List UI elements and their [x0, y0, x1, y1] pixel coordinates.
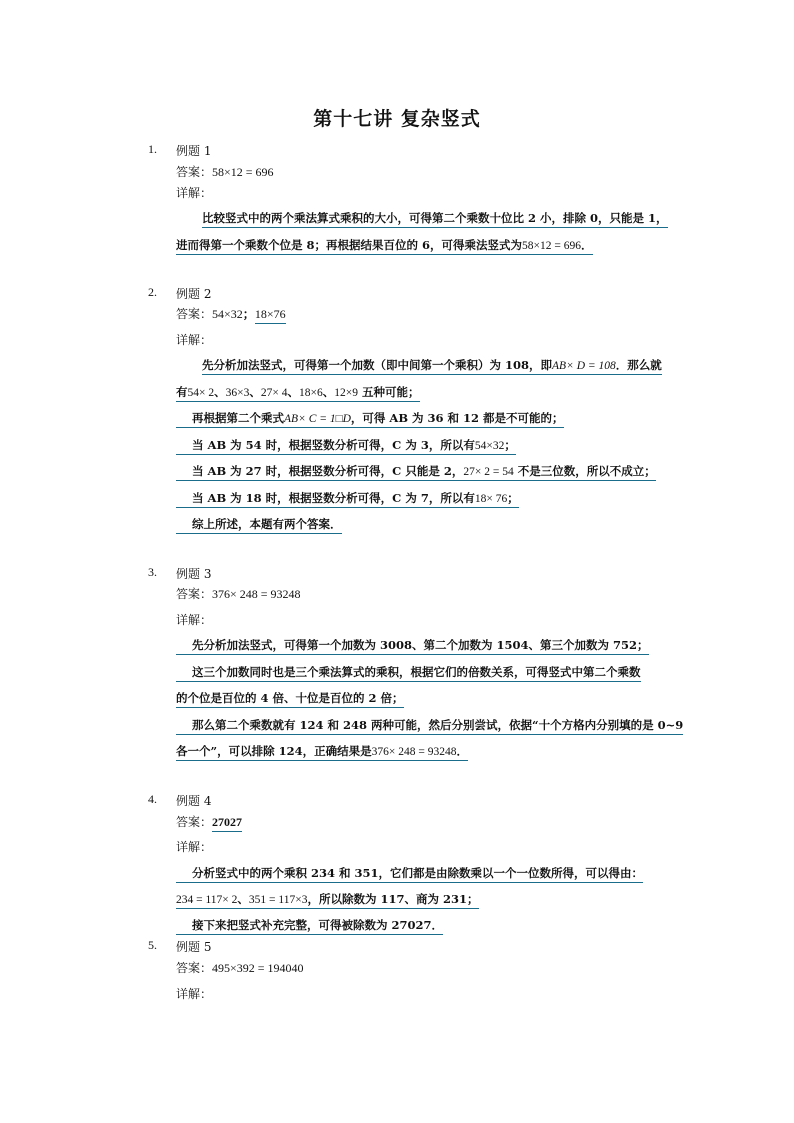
detail-line: 再根据第二个乘式AB× C = 1□D，可得 AB 为 36 和 12 都是不可能的； — [176, 410, 564, 426]
item-number: 1. — [148, 142, 157, 156]
detail-line: 进而得第一个乘数个位是 8；再根据结果百位的 6，可得乘法竖式为58×12 = 696． — [176, 237, 593, 253]
detail-line: 当 AB 为 27 时，根据竖数分析可得，C 只能是 2，27× 2 = 54 不是三位数，所以不成立； — [176, 463, 656, 479]
answer-label: 答案： — [176, 587, 213, 601]
item-number: 4. — [148, 792, 157, 806]
detail-line: 先分析加法竖式，可得第一个加数（即中间第一个乘积）为 108，即AB× D = 108．那么就 — [202, 357, 662, 373]
detail-line: 有54× 2、36×3、27× 4、18×6、12×9 五种可能； — [176, 384, 420, 400]
answer-label: 答案： — [176, 815, 213, 829]
detail-line: 234 = 117× 2、351 = 117×3，所以除数为 117、商为 231； — [176, 891, 479, 907]
detail-label: 详解： — [176, 613, 213, 627]
answer-value: 495×392 = 194040 — [212, 961, 304, 975]
detail-label: 详解： — [176, 987, 213, 1001]
detail-line: 各一个”，可以排除 124，正确结果是376× 248 = 93248． — [176, 743, 468, 759]
problem-name: 例题 4 — [176, 794, 212, 808]
page-title: 第十七讲 复杂竖式 — [313, 108, 481, 130]
item-number: 5. — [148, 938, 157, 952]
problem-name: 例题 3 — [176, 567, 212, 581]
problem-name: 例题 2 — [176, 287, 212, 301]
detail-label: 详解： — [176, 333, 213, 347]
answer-row — [176, 585, 301, 602]
detail-line: 当 AB 为 18 时，根据竖数分析可得，C 为 7，所以有18× 76； — [176, 490, 519, 506]
answer-value: 27027 — [212, 815, 242, 832]
answer-label: 答案： — [176, 961, 213, 975]
detail-line: 接下来把竖式补充完整，可得被除数为 27027． — [176, 917, 443, 933]
problem-name: 例题 5 — [176, 940, 212, 954]
detail-line: 综上所述，本题有两个答案． — [176, 516, 342, 532]
answer-row — [176, 163, 274, 180]
detail-line: 先分析加法竖式，可得第一个加数为 3008、第二个加数为 1504、第三个加数为 752； — [176, 637, 649, 653]
answer-value: 58×12 = 696 — [212, 165, 274, 179]
detail-label: 详解： — [176, 186, 213, 200]
detail-line: 这三个加数同时也是三个乘法算式的乘积，根据它们的倍数关系，可得竖式中第二个乘数 — [176, 664, 641, 680]
problem-name: 例题 1 — [176, 144, 212, 158]
detail-line: 比较竖式中的两个乘法算式乘积的大小，可得第二个乘数十位比 2 小，排除 0，只能是 1， — [202, 210, 668, 226]
item-number: 2. — [148, 285, 157, 299]
answer-label: 答案： — [176, 307, 213, 321]
detail-label: 详解： — [176, 840, 213, 854]
answer-label: 答案： — [176, 165, 213, 179]
answer-row — [176, 959, 304, 976]
answer-value: 376× 248 = 93248 — [212, 587, 301, 601]
answer-row — [176, 813, 242, 830]
detail-line: 当 AB 为 54 时，根据竖数分析可得，C 为 3，所以有54×32； — [176, 437, 516, 453]
detail-line: 分析竖式中的两个乘积 234 和 351，它们都是由除数乘以一个一位数所得，可以得由： — [176, 865, 643, 881]
detail-line: 的个位是百位的 4 倍、十位是百位的 2 倍； — [176, 690, 404, 706]
detail-line: 那么第二个乘数就有 124 和 248 两种可能，然后分别尝试，依据“十个方格内分别填的是 0~9 — [176, 717, 683, 733]
answer-row: 答案：54×32；18×76 — [176, 305, 286, 322]
item-number: 3. — [148, 565, 157, 579]
